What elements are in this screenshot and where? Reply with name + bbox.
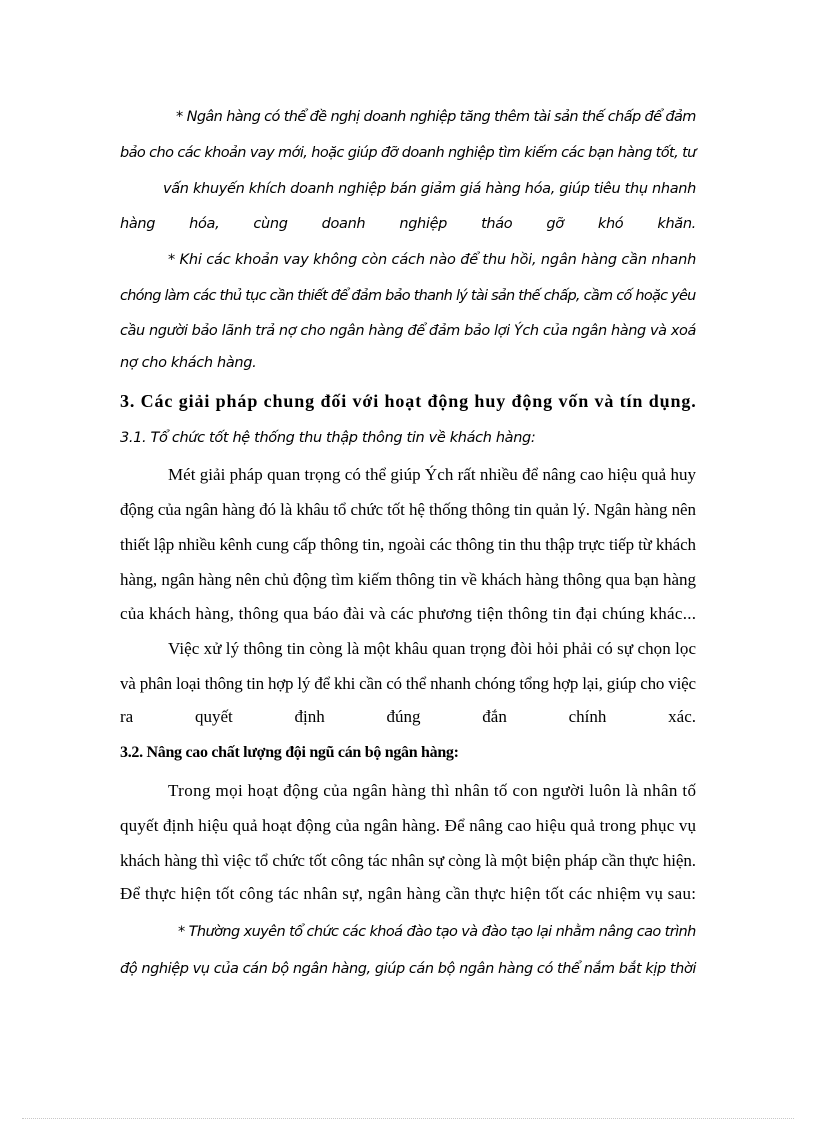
word: định xyxy=(294,707,325,726)
text-line: nợ cho khách hàng. xyxy=(120,355,257,371)
word: nghiệp xyxy=(399,216,447,232)
text-line: Để thực hiện tốt công tác nhân sự, ngân hàng cần thực hiện tốt các nhiệm vụ sau: xyxy=(120,884,697,903)
text-line: thiết lập nhiều kênh cung cấp thông tin, ngoài các thông tin thu thập trực tiếp từ khách xyxy=(120,535,696,554)
text-line: * Ngân hàng có thể đề nghị doanh nghiệp tăng thêm tài sản thế chấp để đảm xyxy=(176,109,696,125)
text-line-justified xyxy=(120,213,696,235)
text-line: Việc xử lý thông tin còng là một khâu quan trọng đòi hỏi phải có sự chọn lọc xyxy=(168,639,697,658)
text-line: * Khi các khoản vay không còn cách nào để thu hồi, ngân hàng cần nhanh xyxy=(168,252,697,268)
page-footer-rule xyxy=(22,1118,794,1119)
text-line-justified xyxy=(120,706,696,728)
text-line: động của ngân hàng đó là khâu tổ chức tốt hệ thống thông tin quản lý. Ngân hàng nên xyxy=(120,500,696,519)
text-line: * Thường xuyên tổ chức các khoá đào tạo và đào tạo lại nhằm nâng cao trình xyxy=(178,924,696,940)
word: khó xyxy=(597,216,624,232)
text-line: bảo cho các khoản vay mới, hoặc giúp đỡ doanh nghiệp tìm kiếm các bạn hàng tốt, tư xyxy=(120,145,696,161)
text-line: cầu người bảo lãnh trả nợ cho ngân hàng để đảm bảo lợi Ých của ngân hàng và xoá xyxy=(120,323,696,339)
text-line: quyết định hiệu quả hoạt động của ngân hàng. Để nâng cao hiệu quả trong phục vụ xyxy=(120,816,697,835)
text-line: Trong mọi hoạt động của ngân hàng thì nhân tố con người luôn là nhân tố xyxy=(168,781,697,800)
word: cùng xyxy=(253,216,288,232)
word: ra xyxy=(120,707,134,726)
text-line: và phân loại thông tin hợp lý để khi cần có thể nhanh chóng tổng hợp lại, giúp cho việc xyxy=(120,674,696,693)
word: xác. xyxy=(668,707,696,726)
text-line: chóng làm các thủ tục cần thiết để đảm bảo thanh lý tài sản thế chấp, cầm cố hoặc yêu xyxy=(120,288,696,304)
text-line: của khách hàng, thông qua báo đài và các phương tiện thông tin đại chúng khác... xyxy=(120,604,697,623)
word: khăn. xyxy=(657,216,696,232)
word: đúng xyxy=(386,707,421,726)
subsection-heading: 3.1. Tổ chức tốt hệ thống thu thập thông tin về khách hàng: xyxy=(120,430,536,446)
subsection-heading: 3.2. Nâng cao chất lượng đội ngũ cán bộ ngân hàng: xyxy=(120,744,459,761)
word: hóa, xyxy=(189,216,220,232)
text-line: hàng, ngân hàng nên chủ động tìm kiếm thông tin về khách hàng thông qua bạn hàng xyxy=(120,570,696,589)
word: chính xyxy=(568,707,607,726)
text-line: khách hàng thì việc tổ chức tốt công tác nhân sự còng là một biện pháp cần thực hiện. xyxy=(120,851,696,870)
word: hàng xyxy=(120,216,156,232)
section-heading: 3. Các giải pháp chung đối với hoạt động huy động vốn và tín dụng. xyxy=(120,391,697,411)
text-line: độ nghiệp vụ của cán bộ ngân hàng, giúp cán bộ ngân hàng có thể nắm bắt kịp thời xyxy=(120,961,696,977)
text-line: Mét giải pháp quan trọng có thể giúp Ých rất nhiều để nâng cao hiệu quả huy xyxy=(168,465,697,484)
word: quyết xyxy=(194,707,233,726)
word: doanh xyxy=(321,216,366,232)
word: đắn xyxy=(482,707,507,726)
word: gỡ xyxy=(546,216,564,232)
word: tháo xyxy=(481,216,513,232)
text-line: vấn khuyến khích doanh nghiệp bán giảm giá hàng hóa, giúp tiêu thụ nhanh xyxy=(163,181,697,197)
